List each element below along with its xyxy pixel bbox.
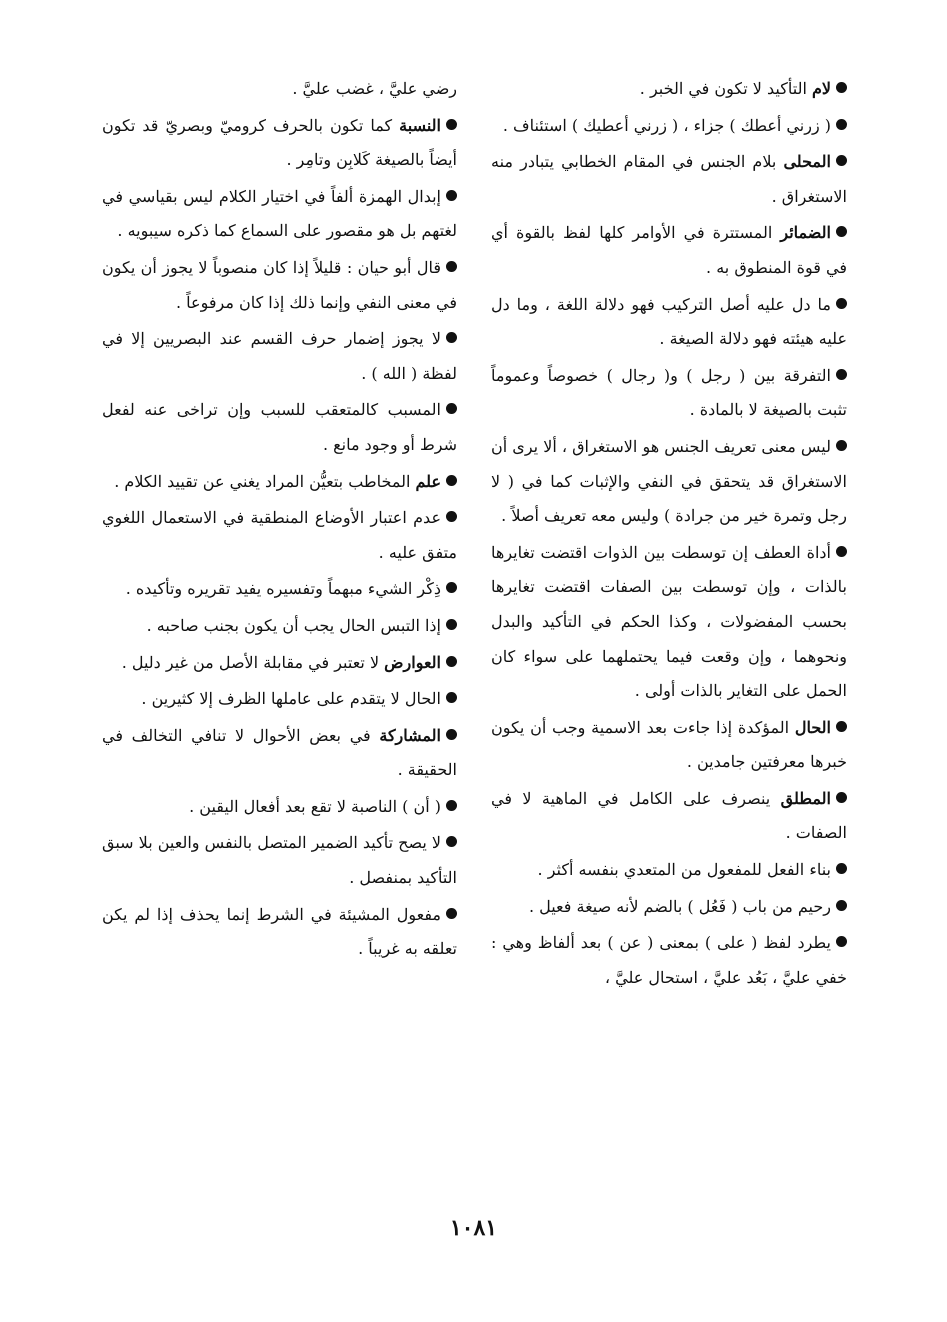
entry-text: ذِكْر الشيء مبهماً وتفسيره يفيد تقريره وتأكيده .: [125, 579, 441, 599]
bullet-icon: [836, 119, 847, 130]
page-number: ١٠٨١: [449, 1215, 498, 1241]
rule-entry: [102, 572, 457, 607]
entry-text: أداة العطف إن توسطت بين الذوات اقتضت تغايرها بالذات ، وإن توسطت بين الصفات اقتضت تغايرها بحسب المفضولات ، وكذا الحكم في التأكيد والبدل ونحوهما ، وإن وقعت فيما يحتملهما على سواء كان الحمل على التغاير بالذات أولى .: [491, 542, 847, 701]
entry-text: كما تكون بالحرف كروميّ وبصريّ قد تكون أيضاً بالصيغة كَلابِن وتامِر .: [102, 115, 457, 170]
bullet-icon: [446, 619, 457, 630]
rule-entry: [102, 646, 457, 681]
rule-entry: [491, 288, 847, 357]
rule-entry: [102, 465, 457, 500]
rule-entry: [102, 682, 457, 717]
bullet-icon: [446, 332, 457, 343]
entry-text: رضي عليَّ ، غضب عليَّ .: [292, 79, 457, 98]
rule-entry: [102, 322, 457, 391]
entry-lead-word: علم: [415, 471, 441, 491]
bullet-icon: [446, 692, 457, 703]
entry-text: المؤكدة إذا جاءت بعد الاسمية وجب أن يكون خبرها معرفتين جامدين .: [491, 717, 847, 772]
entry-text: ليس معنى تعريف الجنس هو الاستغراق ، ألا يرى أن الاستغراق قد يتحقق في النفي والإثبات كما في ( لا رجل وتمرة خير من جرادة ) وليس معه تعريف أصلاً .: [491, 436, 847, 526]
bullet-icon: [446, 729, 457, 740]
rule-entry: [491, 926, 847, 995]
rule-entry: [491, 109, 847, 144]
entry-text: ما دل عليه أصل التركيب فهو دلالة اللغة ، وما دل عليه هيئته فهو دلالة الصيغة .: [491, 294, 847, 349]
entry-lead-word: المحلى: [783, 152, 831, 172]
bullet-icon: [446, 475, 457, 486]
entry-text: المستترة في الأوامر كلها لفظ بالقوة أي في قوة المنطوق به .: [491, 223, 847, 277]
bullet-icon: [836, 226, 847, 237]
rule-entry: [491, 890, 847, 925]
rule-entry: [491, 359, 847, 428]
rule-entry: [102, 898, 457, 967]
entry-text: إذا التبس الحال يجب أن يكون بجنب صاحبه .: [146, 615, 441, 635]
bullet-icon: [446, 800, 457, 811]
rule-entry: [102, 609, 457, 644]
bullet-icon: [446, 403, 457, 414]
bullet-icon: [836, 900, 847, 911]
rule-entry: [491, 782, 847, 851]
entry-text: قال أبو حيان : قليلاً إذا كان منصوباً لا يجوز أن يكون في معنى النفي وإنما ذلك إذا كان مرفوعاً .: [102, 257, 457, 312]
rule-entry: [491, 216, 847, 285]
rule-entry: [102, 180, 457, 249]
entry-text: مفعول المشيئة في الشرط إنما يحذف إذا لم يكن تعلقه به غريباً .: [102, 904, 457, 959]
bullet-icon: [446, 261, 457, 272]
entry-lead-word: النسبة: [399, 115, 441, 135]
bullet-icon: [836, 155, 847, 166]
entry-text: التفرقة بين ( رجل ) و( رجال ) خصوصاً وعموماً تثبت بالصيغة لا بالمادة .: [491, 365, 847, 420]
entry-lead-word: العوارض: [384, 652, 441, 672]
rule-entry: [102, 72, 457, 107]
bullet-icon: [446, 908, 457, 919]
entry-lead-word: الضمائر: [780, 223, 831, 243]
bullet-icon: [836, 546, 847, 557]
entry-lead-word: المشاركة: [379, 725, 441, 745]
entry-lead-word: الحال: [794, 717, 831, 737]
bullet-icon: [836, 936, 847, 947]
bullet-icon: [446, 511, 457, 522]
entry-text: التأكيد لا تكون في الخبر .: [639, 79, 812, 98]
entry-text: ( أن ) الناصبة لا تقع بعد أفعال اليقين .: [189, 796, 441, 816]
bullet-icon: [446, 582, 457, 593]
rule-entry: [102, 501, 457, 570]
bullet-icon: [836, 369, 847, 380]
entry-text: لا يجوز إضمار حرف القسم عند البصريين إلا في لفظة ( الله ) .: [102, 329, 457, 383]
rule-entry: [102, 826, 457, 895]
entry-lead-word: لام: [811, 79, 831, 98]
entry-text: لا يصح تأكيد الضمير المتصل بالنفس والعين بلا سبق التأكيد بمنفصل .: [101, 833, 457, 888]
entry-text: يطرد لفظ ( على ) بمعنى ( عن ) بعد ألفاظ وهي : خفي عليَّ ، بَعُد عليَّ ، استحال عليَّ ،: [491, 933, 847, 987]
entry-text: بناء الفعل للمفعول من المتعدي بنفسه أكثر .: [537, 860, 831, 880]
rule-entry: [491, 430, 847, 534]
rule-entry: [102, 790, 457, 825]
bullet-icon: [836, 298, 847, 309]
left-column: [102, 72, 457, 969]
rule-entry: [102, 109, 457, 178]
bullet-icon: [836, 440, 847, 451]
entry-text: عدم اعتبار الأوضاع المنطقية في الاستعمال اللغوي متفق عليه .: [102, 508, 457, 562]
entry-text: ينصرف على الكامل في الماهية لا في الصفات .: [491, 788, 847, 843]
bullet-icon: [836, 82, 847, 93]
rule-entry: [102, 393, 457, 462]
bullet-icon: [836, 721, 847, 732]
bullet-icon: [836, 792, 847, 803]
bullet-icon: [836, 863, 847, 874]
right-column: [491, 72, 847, 997]
rule-entry: [102, 251, 457, 320]
rule-entry: [102, 719, 457, 788]
entry-text: المخاطب بتعيُّن المراد يغني عن تقييد الكلام .: [114, 471, 416, 491]
rule-entry: [491, 711, 847, 780]
entry-text: بلام الجنس في المقام الخطابي يتبادر منه الاستغراق .: [491, 152, 847, 206]
bullet-icon: [446, 836, 457, 847]
entry-lead-word: المطلق: [780, 788, 831, 808]
bullet-icon: [446, 119, 457, 130]
bullet-icon: [446, 656, 457, 667]
bullet-icon: [446, 190, 457, 201]
rule-entry: [491, 72, 847, 107]
rule-entry: [491, 853, 847, 888]
entry-text: رحيم من باب ( فَعُل ) بالضم لأنه صيغة فعيل .: [528, 896, 831, 916]
entry-text: في بعض الأحوال لا تنافي التخالف في الحقيقة .: [102, 725, 457, 780]
entry-text: المسبب كالمتعقب للسبب وإن تراخى عنه لفعل شرط أو وجود مانع .: [102, 400, 457, 454]
rule-entry: [491, 145, 847, 214]
rule-entry: [491, 536, 847, 709]
entry-text: إبدال الهمزة ألفاً في اختيار الكلام ليس بقياسي في لغتهم بل هو مقصور على السماع كما ذكره سيبويه .: [102, 186, 457, 241]
entry-text: الحال لا يتقدم على عاملها الظرف إلا كثيرين .: [141, 689, 441, 709]
entry-text: ( زرني أعطك ) جزاء ، ( زرني أعطيك ) استئناف .: [502, 115, 831, 135]
entry-text: لا تعتبر في مقابلة الأصل من غير دليل .: [121, 652, 385, 672]
